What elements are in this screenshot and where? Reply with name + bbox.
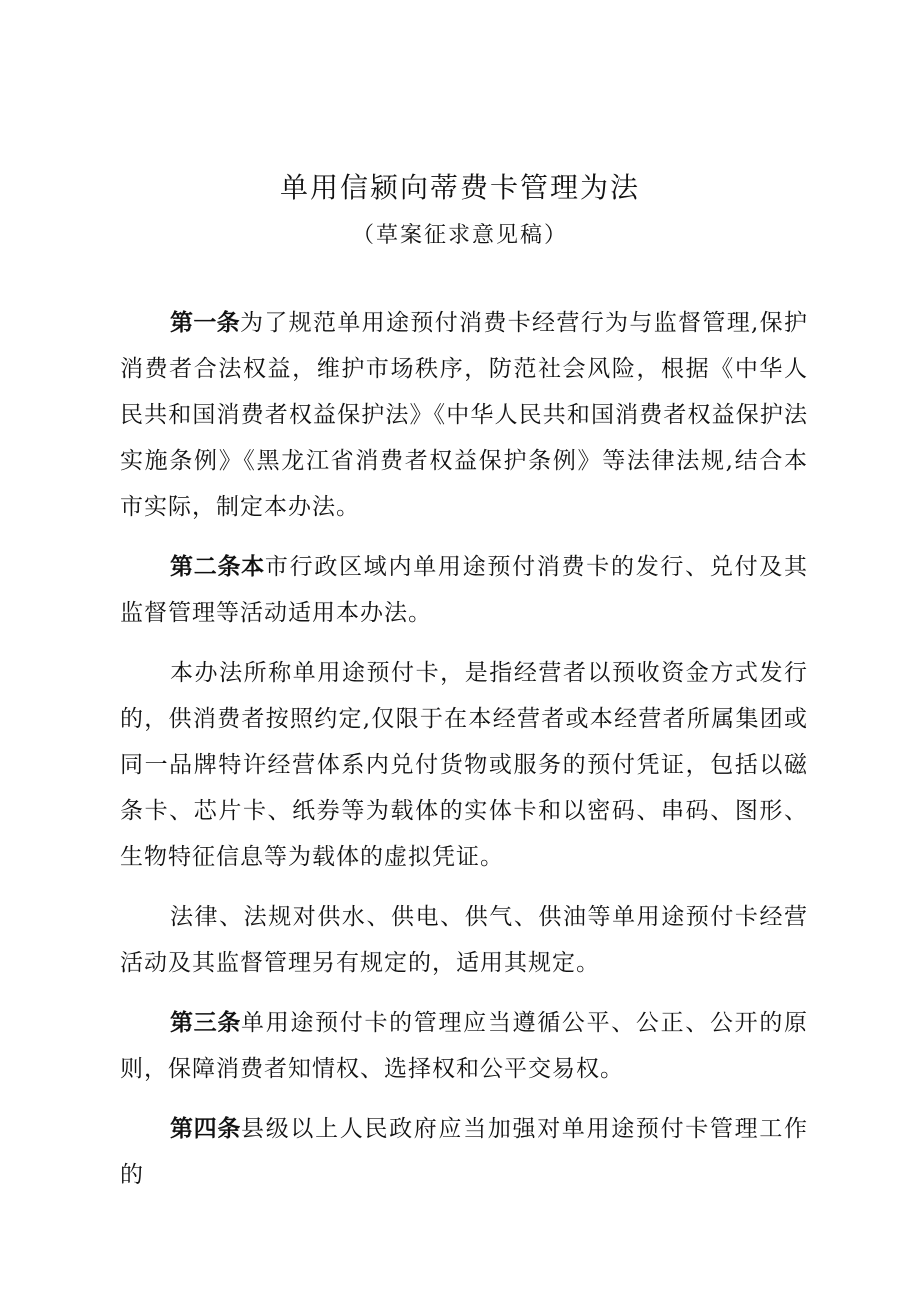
paragraph-text: 县级以上人民政府应当加强对单用途预付卡管理工作的 bbox=[120, 1116, 809, 1188]
paragraph-article-3 bbox=[120, 1000, 808, 1092]
paragraph-text: 市行政区域内单用途预付消费卡的发行、兑付及其监督管理等活动适用本办法。 bbox=[120, 554, 809, 626]
document-subtitle: （草案征求意见稿） bbox=[351, 223, 568, 248]
paragraph-text: 为了规范单用途预付消费卡经营行为与监督管理,保护消费者合法权益，维护市场秩序，防范社会风险，根据《中华人民共和国消费者权益保护法》《中华人民共和国消费者权益保护法实施条例》《黑龙江省消费者权益保护条例》等法律法规,结合本市实际，制定本办法。 bbox=[120, 310, 809, 520]
paragraph-text: 本办法所称单用途预付卡，是指经营者以预收资金方式发行的，供消费者按照约定,仅限于在本经营者或本经营者所属集团或同一品牌特许经营体系内兑付货物或服务的预付凭证，包括以磁条卡、芯片卡、纸券等为载体的实体卡和以密码、串码、图形、生物特征信息等为载体的虚拟凭证。 bbox=[120, 660, 808, 870]
paragraph-article-4 bbox=[120, 1106, 808, 1198]
article-heading: 第四条 bbox=[170, 1115, 242, 1142]
article-heading: 第三条 bbox=[170, 1009, 242, 1036]
paragraph-article-1 bbox=[120, 300, 808, 530]
paragraph-text: 法律、法规对供水、供电、供气、供油等单用途预付卡经营活动及其监督管理另有规定的，适用其规定。 bbox=[120, 904, 808, 976]
paragraph-text: 单用途预付卡的管理应当遵循公平、公正、公开的原则，保障消费者知情权、选择权和公平交易权。 bbox=[120, 1010, 809, 1082]
document-body bbox=[120, 300, 808, 1212]
document-title: 单用信颍向蒂费卡管理为法 bbox=[279, 171, 640, 204]
paragraph-article-2 bbox=[120, 544, 808, 636]
article-heading: 第二条本 bbox=[170, 553, 265, 580]
paragraph-article-2-exception bbox=[120, 894, 808, 986]
paragraph-article-2-definition bbox=[120, 650, 808, 880]
article-heading: 第一条 bbox=[170, 309, 241, 336]
